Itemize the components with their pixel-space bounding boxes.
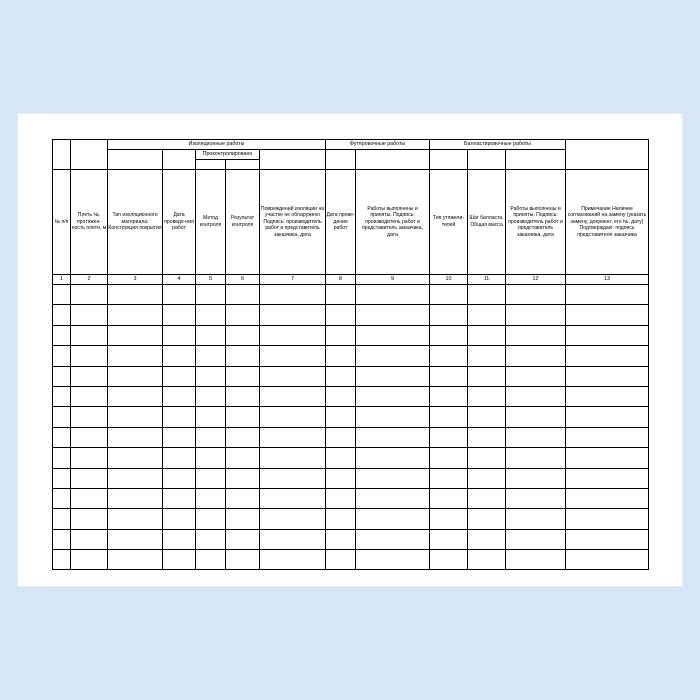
table-cell-r7-c6[interactable] (226, 407, 260, 427)
table-cell-r10-c12[interactable] (506, 468, 566, 488)
table-cell-r6-c8[interactable] (326, 386, 356, 406)
col-title-11: Шаг балласта. Общая масса (468, 170, 506, 275)
table-body (53, 285, 649, 570)
col-num-1: 1 (53, 275, 71, 285)
table-cell-r13-c9[interactable] (356, 529, 430, 549)
table-cell-r8-c13[interactable] (566, 427, 649, 447)
table-cell-r10-c9[interactable] (356, 468, 430, 488)
table-cell-r13-c13[interactable] (566, 529, 649, 549)
table-row[interactable] (53, 285, 649, 305)
table-cell-r2-c5[interactable] (196, 305, 226, 325)
table-cell-r8-c10[interactable] (430, 427, 468, 447)
table-cell-r11-c8[interactable] (326, 488, 356, 508)
table-cell-r6-c12[interactable] (506, 386, 566, 406)
table-cell-r3-c8[interactable] (326, 325, 356, 345)
group-header-controlled: Проконтролировано (196, 150, 260, 160)
table-cell-r1-c1[interactable] (53, 285, 71, 305)
table-cell-r9-c3[interactable] (108, 448, 163, 468)
col-header-7 (260, 150, 326, 170)
col-header-12 (506, 150, 566, 170)
col-num-8: 8 (326, 275, 356, 285)
table-cell-r5-c2[interactable] (71, 366, 108, 386)
table-cell-r12-c3[interactable] (108, 509, 163, 529)
col-title-3: Тип изоляционного материала. Конструкция покрытия (108, 170, 163, 275)
table-row[interactable] (53, 529, 649, 549)
table-cell-r11-c12[interactable] (506, 488, 566, 508)
table-cell-r7-c2[interactable] (71, 407, 108, 427)
table-cell-r13-c7[interactable] (260, 529, 326, 549)
col-num-11: 11 (468, 275, 506, 285)
table-cell-r14-c1[interactable] (53, 550, 71, 570)
table-cell-r12-c7[interactable] (260, 509, 326, 529)
table-cell-r7-c12[interactable] (506, 407, 566, 427)
table-cell-r14-c12[interactable] (506, 550, 566, 570)
col-header-2 (71, 140, 108, 170)
table-row[interactable] (53, 366, 649, 386)
table-cell-r7-c8[interactable] (326, 407, 356, 427)
table-cell-r1-c2[interactable] (71, 285, 108, 305)
table-row[interactable] (53, 509, 649, 529)
table-cell-r3-c6[interactable] (226, 325, 260, 345)
col-header-5 (196, 160, 226, 170)
table-cell-r6-c10[interactable] (430, 386, 468, 406)
table-cell-r6-c9[interactable] (356, 386, 430, 406)
col-header-3 (108, 150, 163, 170)
table-cell-r7-c3[interactable] (108, 407, 163, 427)
table-cell-r9-c11[interactable] (468, 448, 506, 468)
table-cell-r8-c1[interactable] (53, 427, 71, 447)
table-row[interactable] (53, 427, 649, 447)
table-cell-r12-c2[interactable] (71, 509, 108, 529)
table-cell-r10-c6[interactable] (226, 468, 260, 488)
table-cell-r12-c9[interactable] (356, 509, 430, 529)
col-header-6 (226, 160, 260, 170)
table-cell-r14-c3[interactable] (108, 550, 163, 570)
table-cell-r4-c1[interactable] (53, 346, 71, 366)
table-cell-r5-c9[interactable] (356, 366, 430, 386)
table-cell-r11-c13[interactable] (566, 488, 649, 508)
col-title-12: Работы выполнены и приняты. Подпись: производитель работ и представитель заказчика, дата (506, 170, 566, 275)
table-cell-r14-c13[interactable] (566, 550, 649, 570)
table-cell-r9-c10[interactable] (430, 448, 468, 468)
table-cell-r3-c3[interactable] (108, 325, 163, 345)
table-cell-r5-c8[interactable] (326, 366, 356, 386)
table-cell-r3-c5[interactable] (196, 325, 226, 345)
col-num-2: 2 (71, 275, 108, 285)
table-cell-r4-c6[interactable] (226, 346, 260, 366)
table-cell-r10-c3[interactable] (108, 468, 163, 488)
table-cell-r11-c6[interactable] (226, 488, 260, 508)
table-cell-r12-c10[interactable] (430, 509, 468, 529)
table-cell-r9-c5[interactable] (196, 448, 226, 468)
table-cell-r9-c12[interactable] (506, 448, 566, 468)
table-cell-r5-c1[interactable] (53, 366, 71, 386)
table-cell-r13-c3[interactable] (108, 529, 163, 549)
table-cell-r10-c1[interactable] (53, 468, 71, 488)
table-cell-r3-c4[interactable] (163, 325, 196, 345)
table-cell-r11-c11[interactable] (468, 488, 506, 508)
paper-sheet (18, 114, 682, 586)
table-cell-r11-c5[interactable] (196, 488, 226, 508)
table-cell-r1-c12[interactable] (506, 285, 566, 305)
table-cell-r11-c2[interactable] (71, 488, 108, 508)
table-cell-r12-c5[interactable] (196, 509, 226, 529)
col-num-12: 12 (506, 275, 566, 285)
table-cell-r9-c1[interactable] (53, 448, 71, 468)
col-num-13: 13 (566, 275, 649, 285)
table-cell-r9-c6[interactable] (226, 448, 260, 468)
table-cell-r10-c13[interactable] (566, 468, 649, 488)
table-cell-r2-c8[interactable] (326, 305, 356, 325)
table-cell-r8-c5[interactable] (196, 427, 226, 447)
subgroup-header-row (53, 150, 649, 160)
table-cell-r4-c4[interactable] (163, 346, 196, 366)
table-cell-r1-c4[interactable] (163, 285, 196, 305)
table-cell-r11-c9[interactable] (356, 488, 430, 508)
table-cell-r4-c13[interactable] (566, 346, 649, 366)
col-title-4: Дата проведе-ния работ (163, 170, 196, 275)
table-cell-r6-c13[interactable] (566, 386, 649, 406)
table-cell-r12-c8[interactable] (326, 509, 356, 529)
col-header-1 (53, 140, 71, 170)
table-cell-r14-c7[interactable] (260, 550, 326, 570)
table-row[interactable] (53, 550, 649, 570)
table-cell-r12-c13[interactable] (566, 509, 649, 529)
table-cell-r8-c7[interactable] (260, 427, 326, 447)
table-cell-r12-c1[interactable] (53, 509, 71, 529)
table-cell-r10-c10[interactable] (430, 468, 468, 488)
table-row[interactable] (53, 305, 649, 325)
table-cell-r14-c9[interactable] (356, 550, 430, 570)
table-cell-r4-c5[interactable] (196, 346, 226, 366)
table-cell-r13-c12[interactable] (506, 529, 566, 549)
table-cell-r7-c7[interactable] (260, 407, 326, 427)
table-cell-r10-c7[interactable] (260, 468, 326, 488)
table-cell-r6-c11[interactable] (468, 386, 506, 406)
table-cell-r1-c5[interactable] (196, 285, 226, 305)
table-cell-r9-c9[interactable] (356, 448, 430, 468)
table-cell-r2-c11[interactable] (468, 305, 506, 325)
group-header-ballast: Балластировочные работы (430, 140, 566, 150)
table-cell-r3-c1[interactable] (53, 325, 71, 345)
group-header-row (53, 140, 649, 150)
table-cell-r3-c11[interactable] (468, 325, 506, 345)
table-cell-r7-c13[interactable] (566, 407, 649, 427)
table-cell-r6-c2[interactable] (71, 386, 108, 406)
table-cell-r7-c10[interactable] (430, 407, 468, 427)
table-cell-r8-c11[interactable] (468, 427, 506, 447)
col-num-4: 4 (163, 275, 196, 285)
table-cell-r1-c6[interactable] (226, 285, 260, 305)
table-cell-r3-c12[interactable] (506, 325, 566, 345)
col-header-10 (430, 150, 468, 170)
table-cell-r10-c8[interactable] (326, 468, 356, 488)
table-cell-r13-c4[interactable] (163, 529, 196, 549)
table-cell-r11-c7[interactable] (260, 488, 326, 508)
table-cell-r5-c11[interactable] (468, 366, 506, 386)
table-cell-r5-c10[interactable] (430, 366, 468, 386)
col-title-13: Примечание Наличие согласований на замену (указать замену, документ, его №, дату) Подтверждаю: подпись представителя заказчика (566, 170, 649, 275)
table-cell-r6-c6[interactable] (226, 386, 260, 406)
table-cell-r14-c4[interactable] (163, 550, 196, 570)
table-cell-r9-c7[interactable] (260, 448, 326, 468)
table-cell-r3-c7[interactable] (260, 325, 326, 345)
table-row[interactable] (53, 407, 649, 427)
table-cell-r4-c2[interactable] (71, 346, 108, 366)
table-cell-r4-c9[interactable] (356, 346, 430, 366)
table-cell-r5-c6[interactable] (226, 366, 260, 386)
col-title-7: Повреждений изоляции на участке не обнаружено Подпись: производитель работ и представитель заказчика, дата (260, 170, 326, 275)
table-cell-r7-c11[interactable] (468, 407, 506, 427)
table-cell-r12-c12[interactable] (506, 509, 566, 529)
table-cell-r5-c3[interactable] (108, 366, 163, 386)
table-cell-r9-c4[interactable] (163, 448, 196, 468)
table-cell-r2-c3[interactable] (108, 305, 163, 325)
table-cell-r8-c3[interactable] (108, 427, 163, 447)
table-row[interactable] (53, 468, 649, 488)
table-cell-r5-c12[interactable] (506, 366, 566, 386)
table-cell-r6-c7[interactable] (260, 386, 326, 406)
table-cell-r14-c11[interactable] (468, 550, 506, 570)
col-num-6: 6 (226, 275, 260, 285)
col-header-13 (566, 140, 649, 170)
table-row[interactable] (53, 346, 649, 366)
table-cell-r14-c2[interactable] (71, 550, 108, 570)
table-cell-r6-c1[interactable] (53, 386, 71, 406)
table-cell-r12-c11[interactable] (468, 509, 506, 529)
col-header-11 (468, 150, 506, 170)
table-cell-r1-c7[interactable] (260, 285, 326, 305)
col-title-8: Дата прове-дения работ (326, 170, 356, 275)
table-cell-r13-c8[interactable] (326, 529, 356, 549)
col-header-9 (356, 150, 430, 170)
table-cell-r5-c5[interactable] (196, 366, 226, 386)
table-cell-r4-c10[interactable] (430, 346, 468, 366)
table-cell-r5-c4[interactable] (163, 366, 196, 386)
table-cell-r13-c11[interactable] (468, 529, 506, 549)
table-cell-r13-c6[interactable] (226, 529, 260, 549)
col-title-1: № п/п (53, 170, 71, 275)
table-cell-r4-c12[interactable] (506, 346, 566, 366)
table-cell-r1-c11[interactable] (468, 285, 506, 305)
col-header-8 (326, 150, 356, 170)
table-cell-r1-c10[interactable] (430, 285, 468, 305)
table-cell-r3-c2[interactable] (71, 325, 108, 345)
table-cell-r14-c10[interactable] (430, 550, 468, 570)
table-cell-r6-c5[interactable] (196, 386, 226, 406)
form-area (52, 139, 648, 561)
table-cell-r10-c2[interactable] (71, 468, 108, 488)
col-num-7: 7 (260, 275, 326, 285)
table-cell-r2-c6[interactable] (226, 305, 260, 325)
table-cell-r8-c4[interactable] (163, 427, 196, 447)
table-cell-r2-c7[interactable] (260, 305, 326, 325)
table-row[interactable] (53, 386, 649, 406)
table-cell-r14-c5[interactable] (196, 550, 226, 570)
col-title-9: Работы выполнены и приняты. Подпись: производитель работ и представитель заказчика, дата (356, 170, 430, 275)
table-cell-r11-c4[interactable] (163, 488, 196, 508)
table-cell-r1-c8[interactable] (326, 285, 356, 305)
table-cell-r1-c9[interactable] (356, 285, 430, 305)
column-titles-row (53, 170, 649, 275)
table-cell-r6-c4[interactable] (163, 386, 196, 406)
table-cell-r8-c9[interactable] (356, 427, 430, 447)
column-number-row (53, 275, 649, 285)
table-cell-r3-c10[interactable] (430, 325, 468, 345)
table-cell-r2-c4[interactable] (163, 305, 196, 325)
table-cell-r4-c8[interactable] (326, 346, 356, 366)
table-cell-r13-c2[interactable] (71, 529, 108, 549)
table-cell-r2-c9[interactable] (356, 305, 430, 325)
table-cell-r9-c8[interactable] (326, 448, 356, 468)
table-cell-r11-c3[interactable] (108, 488, 163, 508)
table-cell-r3-c13[interactable] (566, 325, 649, 345)
table-cell-r8-c6[interactable] (226, 427, 260, 447)
table-cell-r12-c4[interactable] (163, 509, 196, 529)
table-cell-r10-c5[interactable] (196, 468, 226, 488)
table-cell-r7-c1[interactable] (53, 407, 71, 427)
table-cell-r13-c1[interactable] (53, 529, 71, 549)
isolation-works-table (52, 139, 649, 570)
table-cell-r7-c4[interactable] (163, 407, 196, 427)
table-cell-r1-c13[interactable] (566, 285, 649, 305)
table-cell-r7-c9[interactable] (356, 407, 430, 427)
table-cell-r6-c3[interactable] (108, 386, 163, 406)
table-cell-r2-c1[interactable] (53, 305, 71, 325)
table-row[interactable] (53, 448, 649, 468)
table-cell-r8-c12[interactable] (506, 427, 566, 447)
table-cell-r5-c7[interactable] (260, 366, 326, 386)
table-cell-r2-c10[interactable] (430, 305, 468, 325)
col-num-9: 9 (356, 275, 430, 285)
col-title-10: Тип утяжели-телей (430, 170, 468, 275)
table-row[interactable] (53, 325, 649, 345)
table-cell-r11-c10[interactable] (430, 488, 468, 508)
table-cell-r7-c5[interactable] (196, 407, 226, 427)
table-cell-r9-c13[interactable] (566, 448, 649, 468)
table-cell-r10-c11[interactable] (468, 468, 506, 488)
col-title-6: Результат контроля (226, 170, 260, 275)
table-cell-r8-c8[interactable] (326, 427, 356, 447)
table-cell-r14-c6[interactable] (226, 550, 260, 570)
table-cell-r11-c1[interactable] (53, 488, 71, 508)
table-cell-r9-c2[interactable] (71, 448, 108, 468)
table-cell-r2-c13[interactable] (566, 305, 649, 325)
table-cell-r12-c6[interactable] (226, 509, 260, 529)
col-title-2: Плеть №, протяжен-ность плети, м (71, 170, 108, 275)
col-title-5: Метод контроля (196, 170, 226, 275)
table-cell-r2-c12[interactable] (506, 305, 566, 325)
table-cell-r3-c9[interactable] (356, 325, 430, 345)
table-cell-r8-c2[interactable] (71, 427, 108, 447)
table-row[interactable] (53, 488, 649, 508)
table-cell-r4-c7[interactable] (260, 346, 326, 366)
col-num-10: 10 (430, 275, 468, 285)
group-header-lining: Футеровочные работы (326, 140, 430, 150)
col-header-4 (163, 150, 196, 170)
group-header-isolation: Изоляционные работы (108, 140, 326, 150)
table-cell-r1-c3[interactable] (108, 285, 163, 305)
table-cell-r2-c2[interactable] (71, 305, 108, 325)
table-cell-r4-c3[interactable] (108, 346, 163, 366)
col-num-5: 5 (196, 275, 226, 285)
table-cell-r13-c5[interactable] (196, 529, 226, 549)
table-cell-r14-c8[interactable] (326, 550, 356, 570)
table-cell-r10-c4[interactable] (163, 468, 196, 488)
table-cell-r4-c11[interactable] (468, 346, 506, 366)
table-cell-r5-c13[interactable] (566, 366, 649, 386)
col-num-3: 3 (108, 275, 163, 285)
table-cell-r13-c10[interactable] (430, 529, 468, 549)
